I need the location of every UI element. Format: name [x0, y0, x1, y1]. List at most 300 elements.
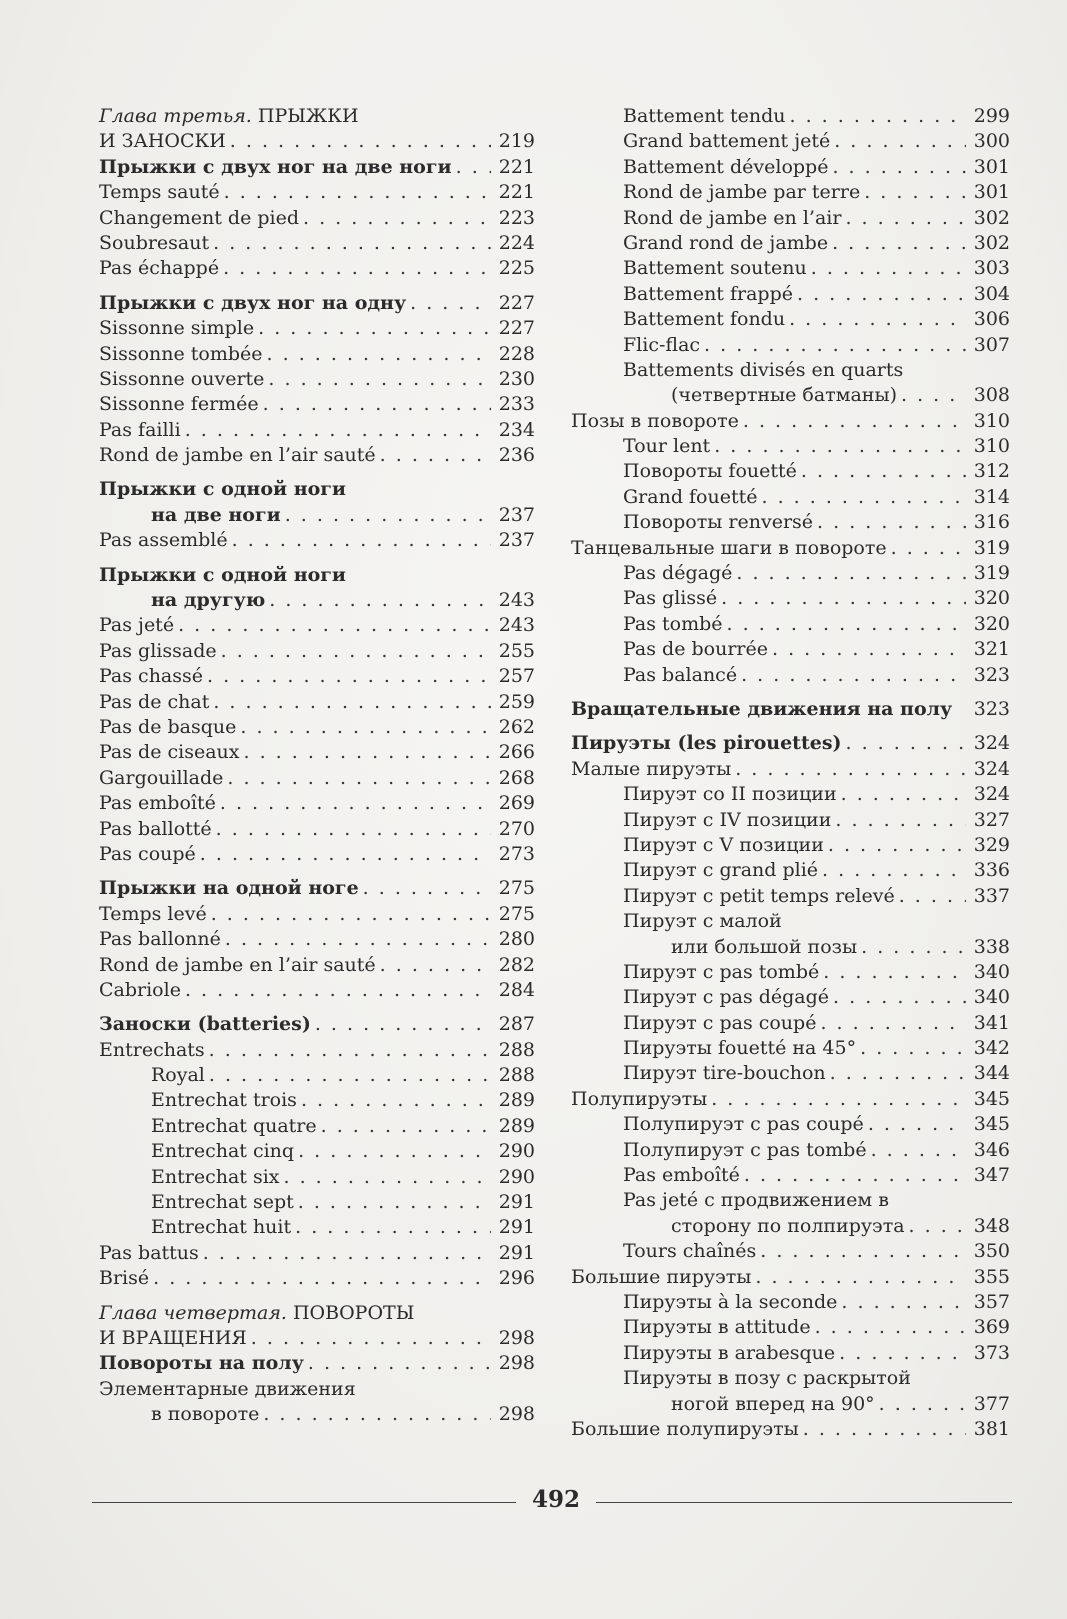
entry-title: Полупируэты	[571, 1087, 708, 1110]
toc-entry	[571, 180, 1010, 205]
dot-leader	[376, 443, 491, 468]
entry-title: Rond de jambe en l’air	[623, 206, 842, 229]
page-ref: 230	[498, 367, 535, 390]
toc-entry	[99, 1377, 535, 1402]
page-ref: 306	[973, 308, 1010, 331]
page-ref: 259	[498, 690, 535, 713]
toc-entry	[571, 1417, 1010, 1442]
entry-title: Battements divisés en quarts	[623, 358, 904, 381]
page-ref: 350	[973, 1240, 1010, 1263]
page-ref: 291	[498, 1191, 535, 1214]
page-ref: 223	[498, 206, 535, 229]
section-title: Прыжки с одной ноги	[99, 478, 347, 501]
toc-entry	[571, 1392, 1010, 1417]
page-ref: 316	[973, 511, 1010, 534]
entry-title: Pas de chat	[99, 690, 210, 713]
dot-leader	[294, 1139, 491, 1164]
chapter-title: ПРЫЖКИ	[251, 105, 359, 127]
section-title: Пируэты (les pirouettes)	[571, 732, 842, 755]
entry-title: Sissonne fermée	[99, 393, 259, 416]
entry-title: Пируэты fouetté на 45°	[623, 1037, 857, 1060]
dot-leader	[739, 409, 966, 434]
toc-entry	[99, 876, 535, 901]
dot-leader	[758, 485, 967, 510]
entry-title: ногой вперед на 90°	[671, 1392, 875, 1415]
page-ref: 304	[973, 282, 1010, 305]
entry-title: Battement tendu	[623, 105, 786, 127]
toc-entry	[99, 129, 535, 154]
toc-entry	[571, 104, 1010, 129]
entry-title: Пируэт со II позиции	[623, 783, 837, 806]
entry-title: Battement développé	[623, 155, 829, 178]
page-ref: 237	[498, 529, 535, 552]
dot-leader	[291, 1215, 491, 1240]
dot-leader	[831, 808, 966, 833]
dot-leader	[793, 282, 966, 307]
page-ref: 288	[498, 1038, 535, 1061]
section-title: Прыжки на одной ноге	[99, 877, 359, 900]
page-ref: 302	[973, 231, 1010, 254]
page-ref: 357	[973, 1290, 1010, 1313]
toc-entry	[571, 1061, 1010, 1086]
dot-leader	[254, 316, 491, 341]
toc-entry	[571, 1366, 1010, 1391]
page-ref: 344	[973, 1062, 1010, 1085]
page-ref: 291	[498, 1216, 535, 1239]
page-ref: 355	[973, 1265, 1010, 1288]
toc-entry	[571, 1036, 1010, 1061]
toc-entry	[571, 383, 1010, 408]
dot-leader	[835, 1341, 966, 1366]
toc-entry	[99, 1114, 535, 1139]
toc-entry	[99, 367, 535, 392]
dot-leader	[317, 1114, 491, 1139]
page-ref: 257	[498, 665, 535, 688]
chapter-title: ПОВОРОТЫ	[286, 1301, 415, 1324]
entry-title: Entrechat quatre	[151, 1114, 317, 1137]
section-title: Повороты на полу	[99, 1352, 304, 1375]
toc-entry	[571, 1188, 1010, 1213]
toc-entry	[99, 902, 535, 927]
toc-entry	[99, 180, 535, 205]
entry-title: И ЗАНОСКИ	[99, 130, 226, 153]
page-ref: 227	[498, 317, 535, 340]
dot-leader	[860, 180, 966, 205]
page-ref: 290	[498, 1140, 535, 1163]
entry-title: Повороты fouetté	[623, 460, 797, 483]
page-ref: 262	[498, 715, 535, 738]
entry-title: Pas battus	[99, 1241, 199, 1264]
page-ref: 319	[973, 562, 1010, 585]
dot-leader	[756, 1239, 966, 1264]
page-ref: 291	[498, 1241, 535, 1264]
toc-entry	[99, 613, 535, 638]
page-ref: 243	[498, 614, 535, 637]
section-title: на другую	[151, 589, 266, 612]
entry-title: И ВРАЩЕНИЯ	[99, 1326, 247, 1349]
entry-title: Rond de jambe par terre	[623, 181, 861, 204]
entry-title: Полупируэт с pas tombé	[623, 1138, 867, 1161]
page-ref: 308	[973, 384, 1010, 407]
entry-title: Changement de pied	[99, 206, 300, 229]
dot-leader	[311, 1012, 491, 1037]
entry-title: Entrechat cinq	[151, 1140, 295, 1163]
toc-entry	[571, 536, 1010, 561]
entry-title: Pas jeté	[99, 614, 175, 637]
dot-leader	[828, 231, 966, 256]
entry-title: Grand battement jeté	[623, 130, 831, 153]
toc-entry	[99, 588, 535, 613]
toc-entry	[99, 1190, 535, 1215]
dot-leader	[209, 690, 491, 715]
entry-title: Пируэт с petit temps relevé	[623, 884, 895, 907]
page-ref: 321	[973, 638, 1010, 661]
page-ref: 324	[973, 757, 1010, 780]
page-ref: 345	[973, 1113, 1010, 1136]
toc-entry	[99, 291, 535, 316]
page-ref: 275	[498, 877, 535, 900]
entry-title: Позы в повороте	[571, 409, 739, 432]
dot-leader	[710, 434, 966, 459]
dot-leader	[207, 902, 491, 927]
toc-entry	[571, 909, 1010, 934]
entry-title: Soubresaut	[99, 231, 210, 254]
toc-entry	[571, 1315, 1010, 1340]
toc-entry	[571, 1214, 1010, 1239]
entry-title: Pas jeté с продвижением в	[623, 1189, 889, 1212]
page-ref: 266	[498, 741, 535, 764]
toc-entry	[571, 434, 1010, 459]
toc-entry	[571, 155, 1010, 180]
toc-entry	[571, 1239, 1010, 1264]
toc-entry	[99, 1063, 535, 1088]
entry-title: сторону по полпируэта	[671, 1214, 905, 1237]
page-ref: 345	[973, 1087, 1010, 1110]
dot-leader	[199, 1241, 491, 1266]
page-ref: 310	[973, 409, 1010, 432]
toc-entry	[99, 1012, 535, 1037]
page-footer	[92, 1486, 1012, 1516]
dot-leader	[359, 876, 491, 901]
entry-title: Sissonne ouverte	[99, 367, 265, 390]
entry-title: в повороте	[151, 1403, 260, 1426]
entry-title: Battement frappé	[623, 282, 793, 305]
entry-title: Brisé	[99, 1267, 150, 1290]
dot-leader	[816, 1011, 966, 1036]
toc-entry	[99, 1165, 535, 1190]
entry-title: Entrechats	[99, 1038, 205, 1061]
page-ref: 302	[973, 206, 1010, 229]
section-title: Вращательные движения на полу	[571, 697, 953, 720]
toc-entry	[99, 1301, 535, 1326]
page-ref: 303	[973, 257, 1010, 280]
entry-title: Пируэты в attitude	[623, 1316, 811, 1339]
entry-title: Pas chassé	[99, 665, 203, 688]
entry-title: Rond de jambe en l’air sauté	[99, 444, 376, 467]
page-ref: 227	[498, 291, 535, 314]
chapter-heading	[99, 1301, 414, 1326]
toc-right-column	[571, 104, 1010, 1442]
dot-leader	[294, 1190, 491, 1215]
entry-title: Royal	[151, 1064, 205, 1087]
entry-title: Pas glissé	[623, 587, 718, 610]
entry-title: Пируэт с grand plié	[623, 859, 819, 882]
page-ref: 301	[973, 181, 1010, 204]
footer-rule-right	[596, 1502, 1012, 1503]
toc-entry	[99, 342, 535, 367]
toc-entry	[99, 715, 535, 740]
page-ref: 312	[973, 460, 1010, 483]
dot-leader	[837, 782, 966, 807]
footer-rule-left	[92, 1502, 516, 1503]
dot-leader	[818, 858, 966, 883]
dot-leader	[732, 561, 966, 586]
page-ref: 337	[973, 884, 1010, 907]
toc-entry	[571, 637, 1010, 662]
toc-entry	[571, 1341, 1010, 1366]
entry-title: Большие полупируэты	[571, 1417, 799, 1440]
dot-leader	[181, 418, 491, 443]
page-ref: 340	[973, 986, 1010, 1009]
entry-title: Пируэты в позу с раскрытой	[623, 1367, 911, 1390]
dot-leader	[259, 392, 491, 417]
toc-entry	[571, 1087, 1010, 1112]
entry-title: Pas de bourrée	[623, 638, 768, 661]
toc-entry	[571, 833, 1010, 858]
entry-title: Пируэты à la seconde	[623, 1290, 838, 1313]
toc-entry	[571, 129, 1010, 154]
dot-leader	[700, 333, 966, 358]
dot-leader	[897, 383, 966, 408]
dot-leader	[265, 588, 491, 613]
dot-leader	[212, 817, 491, 842]
page-ref: 219	[498, 130, 535, 153]
page-ref: 324	[973, 783, 1010, 806]
entry-title: Tour lent	[623, 435, 711, 458]
toc-left-column	[99, 104, 535, 1428]
dot-leader	[228, 528, 491, 553]
toc-entry	[99, 1351, 535, 1376]
dot-leader	[841, 206, 966, 231]
toc-entry	[571, 1290, 1010, 1315]
dot-leader	[205, 1063, 491, 1088]
entry-title: Sissonne tombée	[99, 342, 263, 365]
entry-title: Малые пируэты	[571, 757, 732, 780]
entry-title: Пируэт с IV позиции	[623, 808, 832, 831]
dot-leader	[807, 256, 966, 281]
dot-leader	[263, 342, 491, 367]
dot-leader	[785, 307, 966, 332]
page-ref: 284	[498, 978, 535, 1001]
toc-entry	[571, 1265, 1010, 1290]
entry-title: Pas ballotté	[99, 817, 212, 840]
page-ref: 310	[973, 435, 1010, 458]
dot-leader	[723, 612, 966, 637]
dot-leader	[304, 1351, 491, 1376]
entry-title: Пируэты в arabesque	[623, 1341, 836, 1364]
dot-leader	[219, 256, 491, 281]
dot-leader	[376, 953, 491, 978]
page-ref: 314	[973, 485, 1010, 508]
dot-leader	[259, 1402, 491, 1427]
toc-entry	[571, 935, 1010, 960]
toc-entry	[571, 409, 1010, 434]
page-ref: 287	[498, 1013, 535, 1036]
chapter-heading	[99, 104, 359, 129]
dot-leader	[813, 510, 966, 535]
dot-leader	[299, 206, 491, 231]
toc-entry	[571, 858, 1010, 883]
toc-entry	[99, 231, 535, 256]
entry-title: Pas de ciseaux	[99, 741, 240, 764]
dot-leader	[247, 1326, 491, 1351]
dot-leader	[220, 180, 491, 205]
toc-entry	[99, 1038, 535, 1063]
toc-entry	[99, 1326, 535, 1351]
page-ref: 324	[973, 732, 1010, 755]
entry-title: Flic-flac	[623, 333, 701, 356]
page-ref: 340	[973, 960, 1010, 983]
toc-entry	[571, 782, 1010, 807]
page-ref: 224	[498, 231, 535, 254]
dot-leader	[819, 960, 966, 985]
page-ref: 290	[498, 1165, 535, 1188]
dot-leader	[856, 1036, 966, 1061]
entry-title: Entrechat six	[151, 1165, 280, 1188]
toc-entry	[571, 884, 1010, 909]
entry-title: Temps sauté	[99, 181, 220, 204]
dot-leader	[149, 1266, 491, 1291]
page-ref: 373	[973, 1341, 1010, 1364]
toc-entry	[99, 1402, 535, 1427]
entry-title: Повороты renversé	[623, 511, 814, 534]
dot-leader	[828, 155, 966, 180]
dot-leader	[240, 740, 492, 765]
toc-entry	[99, 817, 535, 842]
entry-title: Entrechat sept	[151, 1191, 294, 1214]
toc-entry	[571, 1163, 1010, 1188]
entry-title: Battement fondu	[623, 308, 786, 331]
entry-title: Pas de basque	[99, 715, 237, 738]
entry-title: Большие пируэты	[571, 1265, 752, 1288]
entry-title: Пируэт с pas tombé	[623, 960, 820, 983]
page-ref: 347	[973, 1164, 1010, 1187]
page-ref: 320	[973, 612, 1010, 635]
page-ref: 381	[973, 1417, 1010, 1440]
toc-entry	[571, 282, 1010, 307]
toc-entry	[99, 664, 535, 689]
dot-leader	[768, 637, 966, 662]
entry-title: Pas failli	[99, 418, 181, 441]
page-ref: 369	[973, 1316, 1010, 1339]
entry-title: Grand rond de jambe	[623, 231, 829, 254]
dot-leader	[223, 766, 491, 791]
dot-leader	[830, 129, 966, 154]
entry-title: Pas dégagé	[623, 562, 733, 585]
dot-leader	[751, 1265, 966, 1290]
toc-entry	[99, 528, 535, 553]
dot-leader	[829, 985, 966, 1010]
entry-title: Rond de jambe en l’air sauté	[99, 953, 376, 976]
toc-entry	[99, 1241, 535, 1266]
toc-entry	[99, 766, 535, 791]
page-ref: 319	[973, 536, 1010, 559]
page-number: 492	[531, 1486, 580, 1513]
page-ref: 221	[498, 155, 535, 178]
toc-entry	[571, 206, 1010, 231]
dot-leader	[905, 1214, 966, 1239]
dot-leader	[875, 1392, 966, 1417]
page-ref: 243	[498, 589, 535, 612]
dot-leader	[217, 639, 491, 664]
entry-title: Пируэт с pas coupé	[623, 1011, 817, 1034]
entry-title: Grand fouetté	[623, 485, 758, 508]
page-ref: 270	[498, 817, 535, 840]
toc-entry	[571, 459, 1010, 484]
toc-entry	[571, 256, 1010, 281]
entry-title: Entrechat trois	[151, 1089, 297, 1112]
dot-leader	[857, 935, 966, 960]
dot-leader	[717, 586, 966, 611]
page-ref: 275	[498, 902, 535, 925]
entry-title: Sissonne simple	[99, 317, 255, 340]
toc-entry	[99, 477, 535, 502]
entry-title: (четвертные батманы)	[671, 384, 897, 407]
dot-leader	[297, 1088, 491, 1113]
entry-title: Pas emboîté	[99, 792, 216, 815]
page-ref: 228	[498, 342, 535, 365]
toc-entry	[571, 586, 1010, 611]
toc-entry	[571, 358, 1010, 383]
dot-leader	[786, 104, 967, 129]
toc-entry	[99, 1266, 535, 1291]
entry-title: Pas tombé	[623, 612, 723, 635]
dot-leader	[209, 231, 491, 256]
dot-leader	[864, 1112, 966, 1137]
page-ref: 233	[498, 393, 535, 416]
toc-entry	[571, 612, 1010, 637]
dot-leader	[867, 1138, 966, 1163]
entry-title: Pas assemblé	[99, 529, 228, 552]
page-ref: 236	[498, 444, 535, 467]
toc-entry	[99, 978, 535, 1003]
entry-title: Pas échappé	[99, 257, 220, 280]
page-ref: 323	[973, 663, 1010, 686]
page-ref: 323	[973, 697, 1010, 720]
entry-title: Battement soutenu	[623, 257, 807, 280]
entry-title: Pas balancé	[623, 663, 738, 686]
page-ref: 329	[973, 833, 1010, 856]
toc-entry	[571, 561, 1010, 586]
toc-entry	[99, 443, 535, 468]
toc-entry	[571, 960, 1010, 985]
page-ref: 288	[498, 1064, 535, 1087]
dot-leader	[826, 1061, 966, 1086]
entry-title: Temps levé	[99, 902, 207, 925]
dot-leader	[280, 1165, 492, 1190]
page-ref: 336	[973, 859, 1010, 882]
page-ref: 348	[973, 1214, 1010, 1237]
toc-entry	[99, 418, 535, 443]
toc-entry	[571, 1011, 1010, 1036]
page-ref: 346	[973, 1138, 1010, 1161]
dot-leader	[203, 664, 491, 689]
dot-leader	[264, 367, 491, 392]
entry-title: Элементарные движения	[99, 1377, 356, 1400]
entry-title: Entrechat huit	[151, 1216, 292, 1239]
toc-entry	[99, 392, 535, 417]
entry-title: Pas coupé	[99, 842, 196, 865]
